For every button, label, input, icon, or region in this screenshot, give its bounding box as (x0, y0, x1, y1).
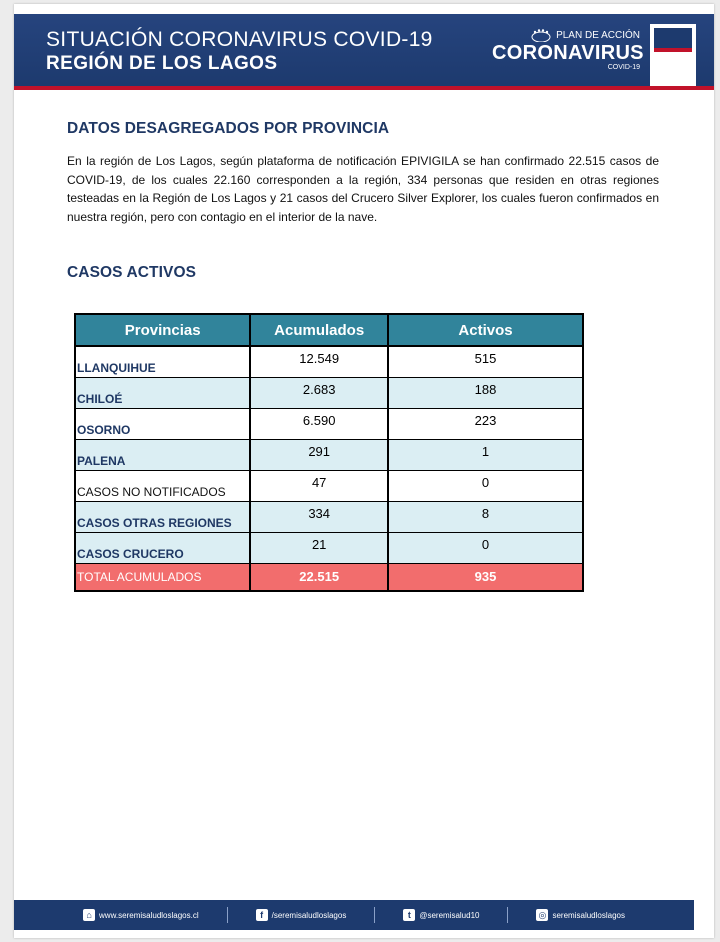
twitter-icon: t (403, 909, 415, 921)
table-row (75, 346, 583, 377)
cell-acumulados: 2.683 (250, 377, 388, 408)
header-title-line1: SITUACIÓN CORONAVIRUS COVID-19 (46, 28, 433, 51)
page-header (14, 14, 714, 90)
cell-activos: 0 (388, 470, 583, 501)
footer-instagram[interactable] (536, 909, 624, 921)
facebook-icon: f (256, 909, 268, 921)
cell-activos: 0 (388, 532, 583, 563)
gobierno-logo (650, 24, 696, 86)
plan-brand: CORONAVIRUS (492, 42, 644, 64)
cell-provincia: CASOS CRUCERO (75, 532, 250, 563)
cell-provincia: PALENA (75, 439, 250, 470)
header-title (46, 28, 433, 76)
summary-paragraph: En la región de Los Lagos, según plataforma de notificación EPIVIGILA se han confirmado 22.515 casos de COVID-19, de los cuales 22.160 corresponden a la región, 334 personas que residen en otras regiones testeadas en la Región de Los Lagos y 21 casos del Crucero Silver Explorer, los cuales fueron confirmados en nuestra región, pero con contagio en el interior de la nave. (67, 154, 659, 224)
page-footer (14, 900, 694, 930)
instagram-icon: ◎ (536, 909, 548, 921)
cases-table (74, 313, 584, 592)
table-row (75, 501, 583, 532)
table-row (75, 470, 583, 501)
cell-total-activos: 935 (388, 563, 583, 591)
footer-facebook-text: /seremisaludloslagos (271, 910, 347, 920)
cell-provincia: CASOS NO NOTIFICADOS (75, 470, 250, 501)
table-row (75, 439, 583, 470)
cell-acumulados: 334 (250, 501, 388, 532)
section-heading-provincia: DATOS DESAGREGADOS POR PROVINCIA (67, 120, 390, 137)
cell-provincia: LLANQUIHUE (75, 346, 250, 377)
cell-activos: 223 (388, 408, 583, 439)
cell-provincia: CHILOÉ (75, 377, 250, 408)
header-title-line2: REGIÓN DE LOS LAGOS (46, 53, 278, 74)
header-acumulados: Acumulados (250, 314, 388, 346)
footer-twitter-text: @seremisalud10 (419, 910, 480, 920)
cell-acumulados: 6.590 (250, 408, 388, 439)
globe-icon (530, 28, 552, 42)
table-header-row (75, 314, 583, 346)
cell-activos: 8 (388, 501, 583, 532)
cell-activos: 1 (388, 439, 583, 470)
section-heading-activos: CASOS ACTIVOS (67, 264, 197, 281)
plan-accion-logo (492, 28, 644, 71)
footer-instagram-text: seremisaludloslagos (552, 910, 625, 920)
footer-facebook[interactable] (256, 909, 347, 921)
table-row (75, 532, 583, 563)
cell-provincia: OSORNO (75, 408, 250, 439)
cell-acumulados: 47 (250, 470, 388, 501)
cell-activos: 188 (388, 377, 583, 408)
header-provincias: Provincias (75, 314, 250, 346)
document-page (14, 4, 714, 938)
footer-web[interactable] (83, 909, 199, 921)
table-row (75, 377, 583, 408)
table-row (75, 408, 583, 439)
cell-total-label: TOTAL ACUMULADOS (75, 563, 250, 591)
header-activos: Activos (388, 314, 583, 346)
footer-web-text: www.seremisaludloslagos.cl (99, 910, 199, 920)
cell-provincia: CASOS OTRAS REGIONES (75, 501, 250, 532)
footer-twitter[interactable] (403, 909, 479, 921)
web-icon: ⌂ (83, 909, 95, 921)
plan-label: PLAN DE ACCIÓN (556, 29, 640, 41)
cell-acumulados: 291 (250, 439, 388, 470)
cell-activos: 515 (388, 346, 583, 377)
total-row (75, 563, 583, 591)
cell-acumulados: 12.549 (250, 346, 388, 377)
cell-total-acumulados: 22.515 (250, 563, 388, 591)
cell-acumulados: 21 (250, 532, 388, 563)
plan-sub: COVID-19 (607, 64, 640, 71)
